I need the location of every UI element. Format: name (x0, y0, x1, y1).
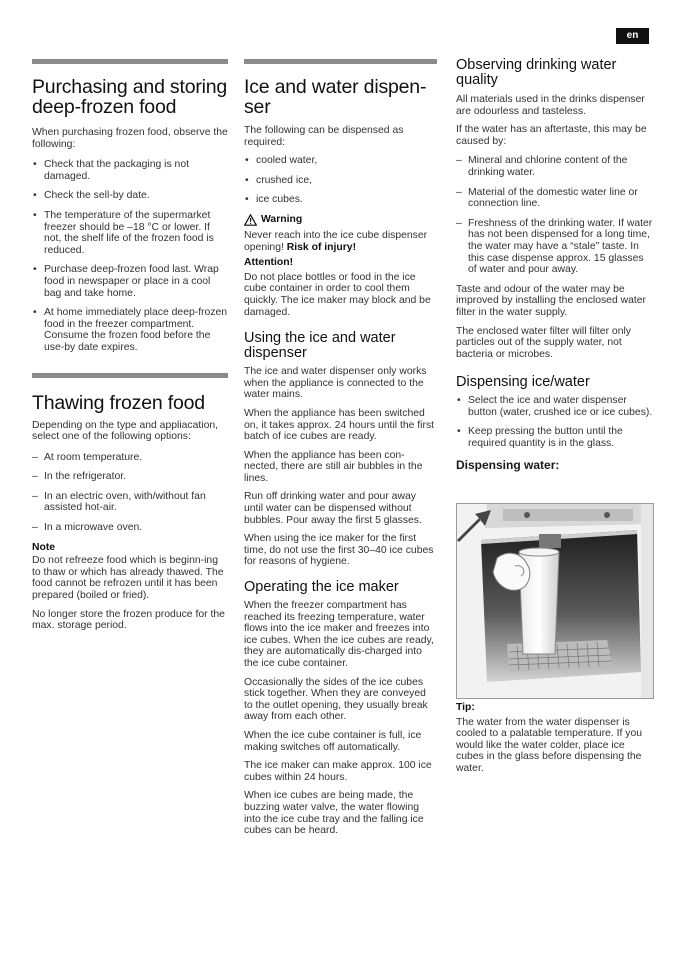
list-item: • The temperature of the supermarket freezer should be –18 °C or lower. If not, the shelf life of the frozen food is reduced. (32, 210, 228, 256)
dispensing-list (456, 395, 654, 449)
column-3 (456, 0, 654, 472)
list-item: – Material of the domestic water line or connection line. (456, 187, 654, 210)
using-text: When the appliance has been switched on, it takes approx. 24 hours until the first batch of ice cubes are ready. (244, 407, 435, 443)
list-item: • Check the sell-by date. (32, 190, 228, 202)
warning-text: Never reach into the ice cube dispenser opening! Risk of injury! (244, 229, 428, 253)
warning-icon (244, 214, 257, 226)
list-item: • cooled water, (244, 155, 437, 167)
list-item: • At home immediately place deep-frozen food in the freezer compartment. Consume the frozen food before the use-by date expires. (32, 307, 228, 353)
ice-water-intro: The following can be dispensed as required: (244, 125, 404, 148)
section-divider (32, 373, 228, 378)
heading-dispensing: Dispensing ice/water (456, 374, 590, 391)
using-text: The ice and water dispenser only works when the appliance is connected to the water mains. (244, 366, 427, 401)
operating-text: When the ice cube container is full, ice making switches off automatically. (244, 729, 422, 753)
dispenser-illustration (456, 503, 654, 699)
attention-text: Do not place bottles or food in the ice cube container in order to cool them quickly. The ice maker may block and be damaged. (244, 271, 431, 318)
list-item: – Mineral and chlorine content of the drinking water. (456, 155, 654, 178)
heading-thawing: Thawing frozen food (32, 391, 205, 414)
list-item: – At room temperature. (32, 452, 228, 464)
note-label: Note (32, 541, 56, 553)
list-item: – Freshness of the drinking water. If water has not been dispensed for a long time, the water may have a “stale” taste. In this case dispense approx. 15 glasses of water and pour away. (456, 218, 654, 276)
heading-operating-ice-maker: Operating the ice maker (244, 579, 399, 596)
heading-water-quality: Observing drinking water quality (456, 57, 617, 88)
warning-heading (244, 214, 437, 226)
language-badge: en (616, 28, 649, 44)
quality-text: The enclosed water filter will filter only particles out of the supply water, not bacteria or microbes. (456, 325, 631, 360)
column-1 (32, 0, 228, 639)
list-item: – In the refrigerator. (32, 471, 228, 483)
tip-block (456, 702, 654, 782)
using-text: When the appliance has been con-nected, there are still air bubbles in the lines. (244, 449, 423, 484)
quality-text: If the water has an aftertaste, this may be caused by: (456, 124, 647, 147)
purchasing-intro: When purchasing frozen food, observe the following: (32, 127, 228, 150)
list-item: • Purchase deep-frozen food last. Wrap food in newspaper or place in a cool bag and take home. (32, 264, 228, 299)
tip-text: The water from the water dispenser is cooled to a palatable temperature. If you would like the water colder, place ice cubes in the glass before dispensing the water. (456, 716, 642, 774)
note-text: Do not refreeze food which is beginn-ing to thaw or which has already thawed. The food cannot be refrozen until it has been prepared (boiled or fried). (32, 555, 224, 602)
purchasing-list (32, 159, 228, 353)
using-text: Run off drinking water and pour away until water can be dispensed without bubbles. Pour away the first 5 glasses. (244, 491, 422, 526)
operating-text: The ice maker can make approx. 100 ice cubes within 24 hours. (244, 760, 432, 783)
quality-text: All materials used in the drinks dispenser are odourless and tasteless. (456, 94, 645, 117)
dispense-options-list (244, 155, 437, 206)
heading-purchasing: Purchasing and storing deep-frozen food (32, 76, 228, 118)
list-item: • Keep pressing the button until the required quantity is in the glass. (456, 426, 654, 449)
list-item: – In a microwave oven. (32, 522, 228, 534)
list-item: • Select the ice and water dispenser button (water, crushed ice or ice cubes). (456, 395, 654, 418)
section-divider (32, 59, 228, 64)
thawing-list (32, 452, 228, 534)
aftertaste-causes-list (456, 155, 654, 275)
using-text: When using the ice maker for the first time, do not use the first 30–40 ice cubes for reasons of hygiene. (244, 533, 434, 568)
column-2 (244, 0, 437, 844)
warning-risk: Risk of injury! (286, 241, 357, 253)
list-item: – In an electric oven, with/without fan assisted hot-air. (32, 491, 228, 514)
list-item: • ice cubes. (244, 194, 437, 206)
section-divider (244, 59, 437, 64)
operating-text: When the freezer compartment has reached its freezing temperature, water flows into the ice maker and freezes into ice cubes. When the ice cubes are ready, they are automatically dis-charged into the ice cube container. (244, 600, 434, 669)
thawing-intro: Depending on the type and appliacation, select one of the following options: (32, 419, 219, 443)
dispensing-water-label: Dispensing water: (456, 457, 560, 472)
attention-label: Attention! (244, 257, 294, 269)
quality-text: Taste and odour of the water may be improved by installing the enclosed water filter in the water supply. (456, 283, 647, 318)
note-text-2: No longer store the frozen produce for the max. storage period. (32, 608, 225, 632)
heading-using-dispenser: Using the ice and water dispenser (244, 330, 396, 362)
list-item: • Check that the packaging is not damaged. (32, 159, 228, 182)
warning-label: Warning (261, 214, 303, 226)
heading-ice-water: Ice and water dispen-ser (244, 76, 427, 118)
operating-text: Occasionally the sides of the ice cubes stick together. When they are conveyed to the outlet opening, they usually break away from each other. (244, 676, 428, 723)
tip-label: Tip: (456, 702, 475, 713)
list-item: • crushed ice, (244, 175, 437, 187)
operating-text: When ice cubes are being made, the buzzing water valve, the water flowing into the ice cube tray and the falling ice cubes can be heard. (244, 790, 424, 837)
